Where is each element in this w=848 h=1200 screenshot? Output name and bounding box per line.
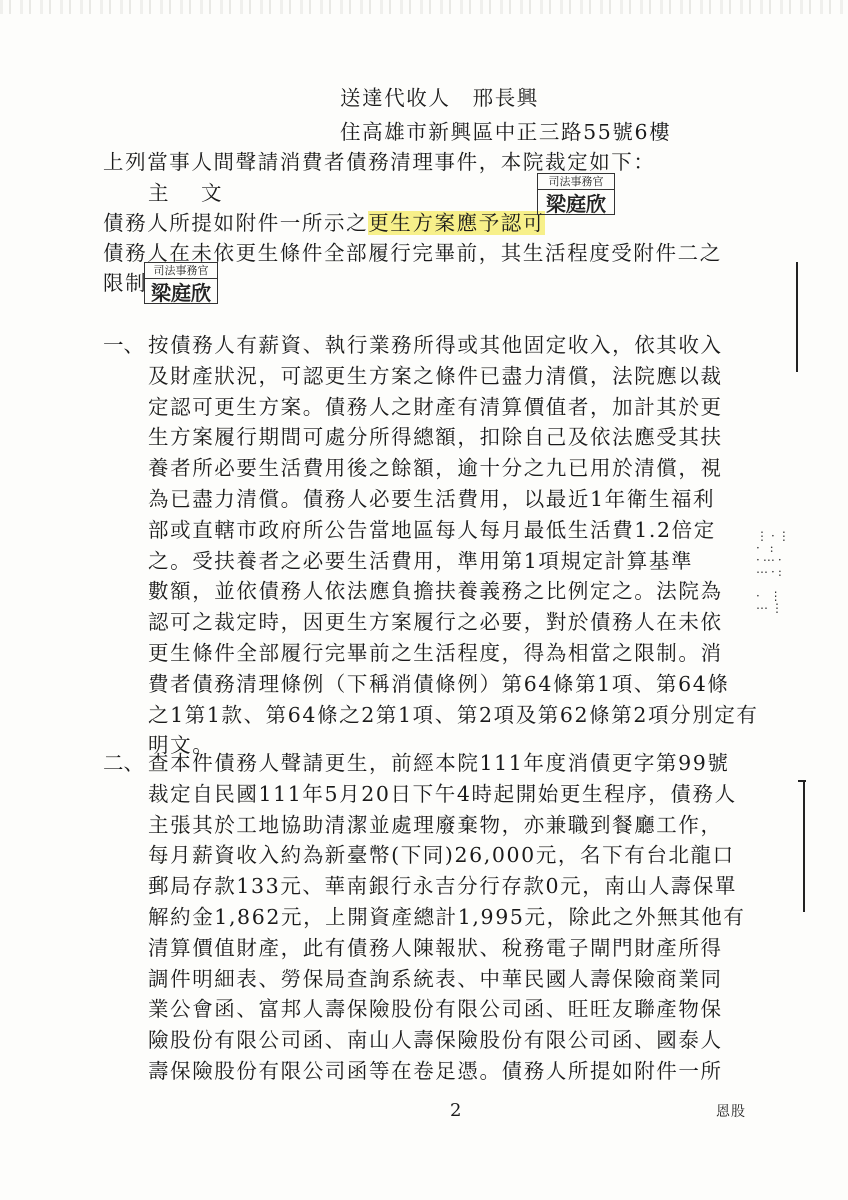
section2-line: 調件明細表、勞保局查詢系統表、中華民國人壽保險商業同 [148, 966, 723, 991]
main-line-1-highlight: 更生方案應予認可 [368, 211, 546, 235]
section1-line: 數額，並依債務人依法應負擔扶養義務之比例定之。法院為 [148, 579, 723, 604]
main-line-3: 限制 [103, 271, 148, 295]
page-number: 2 [450, 1100, 462, 1121]
section2-line: 業公會函、富邦人壽保險股份有限公司函、旺旺友聯產物保 [148, 997, 723, 1022]
section1-line: 定認可更生方案。債務人之財產有清算價值者，加計其於更 [148, 394, 723, 419]
stamp-name: 梁庭欣 [151, 281, 211, 305]
binding-mark [798, 780, 806, 782]
signature-stamp [537, 173, 615, 215]
punch-dots: ⋮·⋮ · : ·⋯· ⋯·: · ⋮ ⋯⋮ [756, 529, 793, 615]
section1-line: 之1第1款、第64條之2第1項、第2項及第62條第2項分別定有 [148, 702, 759, 727]
section1-line: 養者所必要生活費用後之餘額，逾十分之九已用於清償，視 [148, 456, 723, 481]
main-heading: 主 文 [148, 181, 228, 205]
section1-line: 明文。 [148, 733, 215, 758]
section-2-number: 二、 [103, 751, 144, 775]
section2-line: 主張其於工地協助清潔並處理廢棄物，亦兼職到餐廳工作， [148, 812, 723, 837]
header-agent: 送達代收人 邢長興 [340, 86, 539, 110]
section1-line: 為已盡力清償。債務人必要生活費用，以最近1年衛生福利 [148, 487, 716, 511]
header-address: 住高雄市新興區中正三路55號6樓 [340, 120, 672, 144]
main-line-1-text: 債務人所提如附件一所示之 [103, 211, 369, 235]
section1-line: 之。受扶養者之必要生活費用，準用第1項規定計算基準 [148, 548, 694, 573]
section1-line: 按債務人有薪資、執行業務所得或其他固定收入，依其收入 [148, 333, 723, 357]
footer-mark: 恩股 [716, 1104, 746, 1120]
section2-line: 裁定自民國111年5月20日下午4時起開始更生程序，債務人 [148, 781, 737, 806]
main-line-2: 債務人在未依更生條件全部履行完畢前，其生活程度受附件二之 [103, 241, 722, 265]
binding-mark [803, 780, 805, 912]
section1-line: 生方案履行期間可處分所得總額，扣除自己及依法應受其扶 [148, 425, 723, 450]
stamp-title: 司法事務官 [538, 174, 614, 190]
section1-line: 更生條件全部履行完畢前之生活程度，得為相當之限制。消 [148, 641, 723, 665]
section1-line: 認可之裁定時，因更生方案履行之必要，對於債務人在未依 [148, 610, 723, 635]
section1-line: 費者債務清理條例（下稱消債條例）第64條第1項、第64條 [148, 671, 730, 696]
scan-noise-top [0, 0, 848, 14]
section1-line: 及財產狀況，可認更生方案之條件已盡力清償，法院應以裁 [148, 363, 723, 388]
section2-line: 查本件債務人聲請更生，前經本院111年度消債更字第99號 [148, 751, 730, 775]
intro-line: 上列當事人間聲請消費者債務清理事件，本院裁定如下： [103, 150, 656, 174]
section2-line: 壽保險股份有限公司函等在卷足憑。債務人所提如附件一所 [148, 1059, 723, 1083]
section2-line: 解約金1,862元，上開資產總計1,995元，除此之外無其他有 [148, 905, 746, 929]
section2-line: 險股份有限公司函、南山人壽保險股份有限公司函、國泰人 [148, 1028, 723, 1053]
section-1-number: 一、 [103, 333, 144, 357]
binding-mark [796, 262, 798, 372]
signature-stamp [144, 262, 218, 304]
stamp-title: 司法事務官 [145, 263, 217, 279]
stamp-name: 梁庭欣 [546, 192, 606, 216]
section2-line: 每月薪資收入約為新臺幣(下同)26,000元，名下有台北龍口 [148, 843, 735, 868]
section1-line: 部或直轄市政府所公告當地區每人每月最低生活費1.2倍定 [148, 517, 716, 542]
main-line-1 [103, 213, 545, 234]
section2-line: 清算價值財產，此有債務人陳報狀、稅務電子閘門財產所得 [148, 935, 723, 960]
section2-line: 郵局存款133元、華南銀行永吉分行存款0元，南山人壽保單 [148, 874, 737, 899]
